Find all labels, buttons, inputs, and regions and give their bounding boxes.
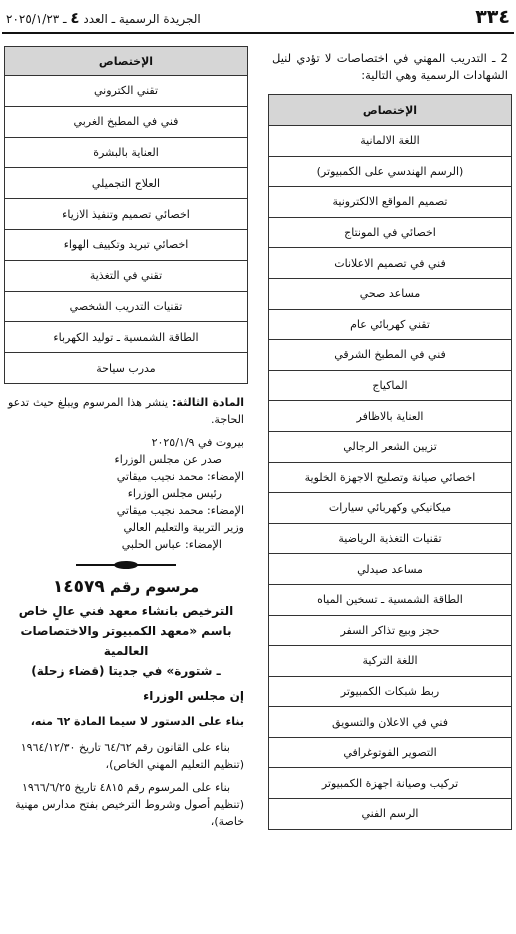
page-number: ٣٣٤	[475, 6, 510, 28]
council-heading: إن مجلس الوزراء	[143, 688, 244, 703]
table-cell: حجز وبيع تذاكر السفر	[269, 615, 512, 646]
table-row	[5, 291, 248, 322]
specialties-table-right	[268, 94, 512, 830]
right-column	[268, 50, 512, 830]
table-cell: ميكانيكي وكهربائي سيارات	[269, 493, 512, 524]
table-cell: فني في الاعلان والتسويق	[269, 707, 512, 738]
table-cell: العناية بالاظافر	[269, 401, 512, 432]
table-row	[5, 229, 248, 260]
decree-title	[4, 577, 248, 597]
table-row	[269, 768, 512, 799]
table-cell: (الرسم الهندسي على الكمبيوتر)	[269, 156, 512, 187]
table-cell: تركيب وصيانة اجهزة الكمبيوتر	[269, 768, 512, 799]
law-reference-2: بناء على المرسوم رقم ٤٨١٥ تاريخ ١٩٦٦/٦/٢٥	[21, 780, 230, 794]
table-cell: اخصائي صيانة وتصليح الاجهزة الخلوية	[269, 462, 512, 493]
table-row	[269, 187, 512, 218]
table-row	[269, 615, 512, 646]
header-title	[6, 9, 201, 27]
table-cell: تزيين الشعر الرجالي	[269, 431, 512, 462]
gazette-name: الجريدة الرسمية ـ العدد	[83, 12, 201, 26]
article-label: المادة الثالثة:	[172, 395, 244, 409]
table-cell: فني في المطبخ الشرقي	[269, 340, 512, 371]
table-cell: مساعد صيدلي	[269, 554, 512, 585]
table-row	[269, 554, 512, 585]
table-body	[5, 76, 248, 384]
table-cell: مدرب سياحة	[5, 353, 248, 384]
issue-date: ـ ٢٠٢٥/١/٢٣	[6, 12, 67, 26]
page-header	[0, 0, 516, 34]
table-cell: الماكياج	[269, 370, 512, 401]
table-cell: اخصائي في المونتاج	[269, 217, 512, 248]
table-cell: الرسم الفني	[269, 799, 512, 830]
decree-label: مرسوم رقم	[109, 577, 200, 596]
table-cell: تقني في التغذية	[5, 260, 248, 291]
law-note-1: (تنظيم التعليم المهني الخاص)،	[105, 757, 244, 771]
table-row	[269, 340, 512, 371]
table-cell: اللغة التركية	[269, 646, 512, 677]
table-cell: ربط شبكات الكمبيوتر	[269, 676, 512, 707]
decree-subtitle-3: ـ شتورة» في جديتا (قضاء زحلة)	[31, 663, 221, 678]
signature-2: الإمضاء: محمد نجيب ميقاتي	[116, 503, 244, 517]
decree-subtitle-2: باسم «معهد الكمبيوتر والاختصاصات العالمية	[20, 623, 232, 658]
section-divider	[76, 561, 176, 569]
minister-title: وزير التربية والتعليم العالي	[123, 520, 244, 534]
table-row	[269, 401, 512, 432]
left-column	[4, 46, 248, 830]
header-rule	[2, 32, 514, 34]
law-note-2: (تنظيم أصول وشروط الترخيص بفتح مدارس مهنية خاصة)،	[15, 797, 244, 828]
table-cell: الطاقة الشمسية ـ تسخين المياه	[269, 584, 512, 615]
table-cell: التصوير الفوتوغرافي	[269, 737, 512, 768]
table-cell: اخصائي تبريد وتكييف الهواء	[5, 229, 248, 260]
table-cell: اللغة الالمانية	[269, 126, 512, 157]
decree-number: ١٤٥٧٩	[52, 576, 105, 597]
table-cell: تقنيات التدريب الشخصي	[5, 291, 248, 322]
table-cell: تقني الكتروني	[5, 76, 248, 107]
specialties-table-left	[4, 46, 248, 384]
table-row	[269, 126, 512, 157]
article-three	[4, 394, 248, 428]
table-cell: فني في تصميم الاعلانات	[269, 248, 512, 279]
table-row	[5, 353, 248, 384]
table-row	[269, 278, 512, 309]
issue-number: ٤	[70, 9, 80, 27]
table-row	[5, 137, 248, 168]
table-cell: تصميم المواقع الالكترونية	[269, 187, 512, 218]
table-header: الإختصاص	[269, 95, 512, 126]
table-row	[269, 737, 512, 768]
issued-by: صدر عن مجلس الوزراء	[114, 452, 222, 466]
table-row	[269, 799, 512, 830]
article-text: ينشر هذا المرسوم ويبلغ حيث تدعو الحاجة.	[8, 395, 244, 426]
table-row	[269, 462, 512, 493]
table-cell: فني في المطبخ الغربي	[5, 106, 248, 137]
table-cell: الطاقة الشمسية ـ توليد الكهرباء	[5, 322, 248, 353]
table-header: الإختصاص	[5, 47, 248, 76]
table-cell: اخصائي تصميم وتنفيذ الازياء	[5, 199, 248, 230]
table-row	[269, 156, 512, 187]
table-row	[5, 76, 248, 107]
intro-paragraph: 2 ـ التدريب المهني في اختصاصات لا تؤدي لنيل الشهادات الرسمية وهي التالية:	[272, 51, 508, 82]
table-row	[269, 309, 512, 340]
pm-title: رئيس مجلس الوزراء	[127, 486, 222, 500]
table-cell: العلاج التجميلي	[5, 168, 248, 199]
date-line: بيروت في ٢٠٢٥/١/٩	[151, 435, 244, 449]
table-cell: تقنيات التغذية الرياضية	[269, 523, 512, 554]
table-row	[5, 322, 248, 353]
table-row	[269, 676, 512, 707]
signature-1: الإمضاء: محمد نجيب ميقاتي	[116, 469, 244, 483]
table-row	[269, 370, 512, 401]
table-cell: تقني كهربائي عام	[269, 309, 512, 340]
table-row	[269, 707, 512, 738]
table-row	[5, 260, 248, 291]
decree-subtitle-1: الترخيص بانشاء معهد فني عالٍ خاص	[18, 603, 234, 618]
table-row	[269, 248, 512, 279]
table-row	[269, 584, 512, 615]
table-cell: العناية بالبشرة	[5, 137, 248, 168]
table-row	[269, 646, 512, 677]
table-row	[5, 106, 248, 137]
table-row	[269, 431, 512, 462]
table-row	[269, 523, 512, 554]
table-row	[5, 168, 248, 199]
table-cell: مساعد صحي	[269, 278, 512, 309]
signature-3: الإمضاء: عباس الحلبي	[121, 537, 222, 551]
table-row	[5, 199, 248, 230]
law-reference-1: بناء على القانون رقم ٦٤/٦٢ تاريخ ١٩٦٤/١٢/٣٠	[20, 740, 230, 754]
table-body	[269, 126, 512, 830]
table-row	[269, 493, 512, 524]
table-row	[269, 217, 512, 248]
constitution-basis: بناء على الدستور لا سيما المادة ٦٢ منه،	[30, 714, 244, 728]
